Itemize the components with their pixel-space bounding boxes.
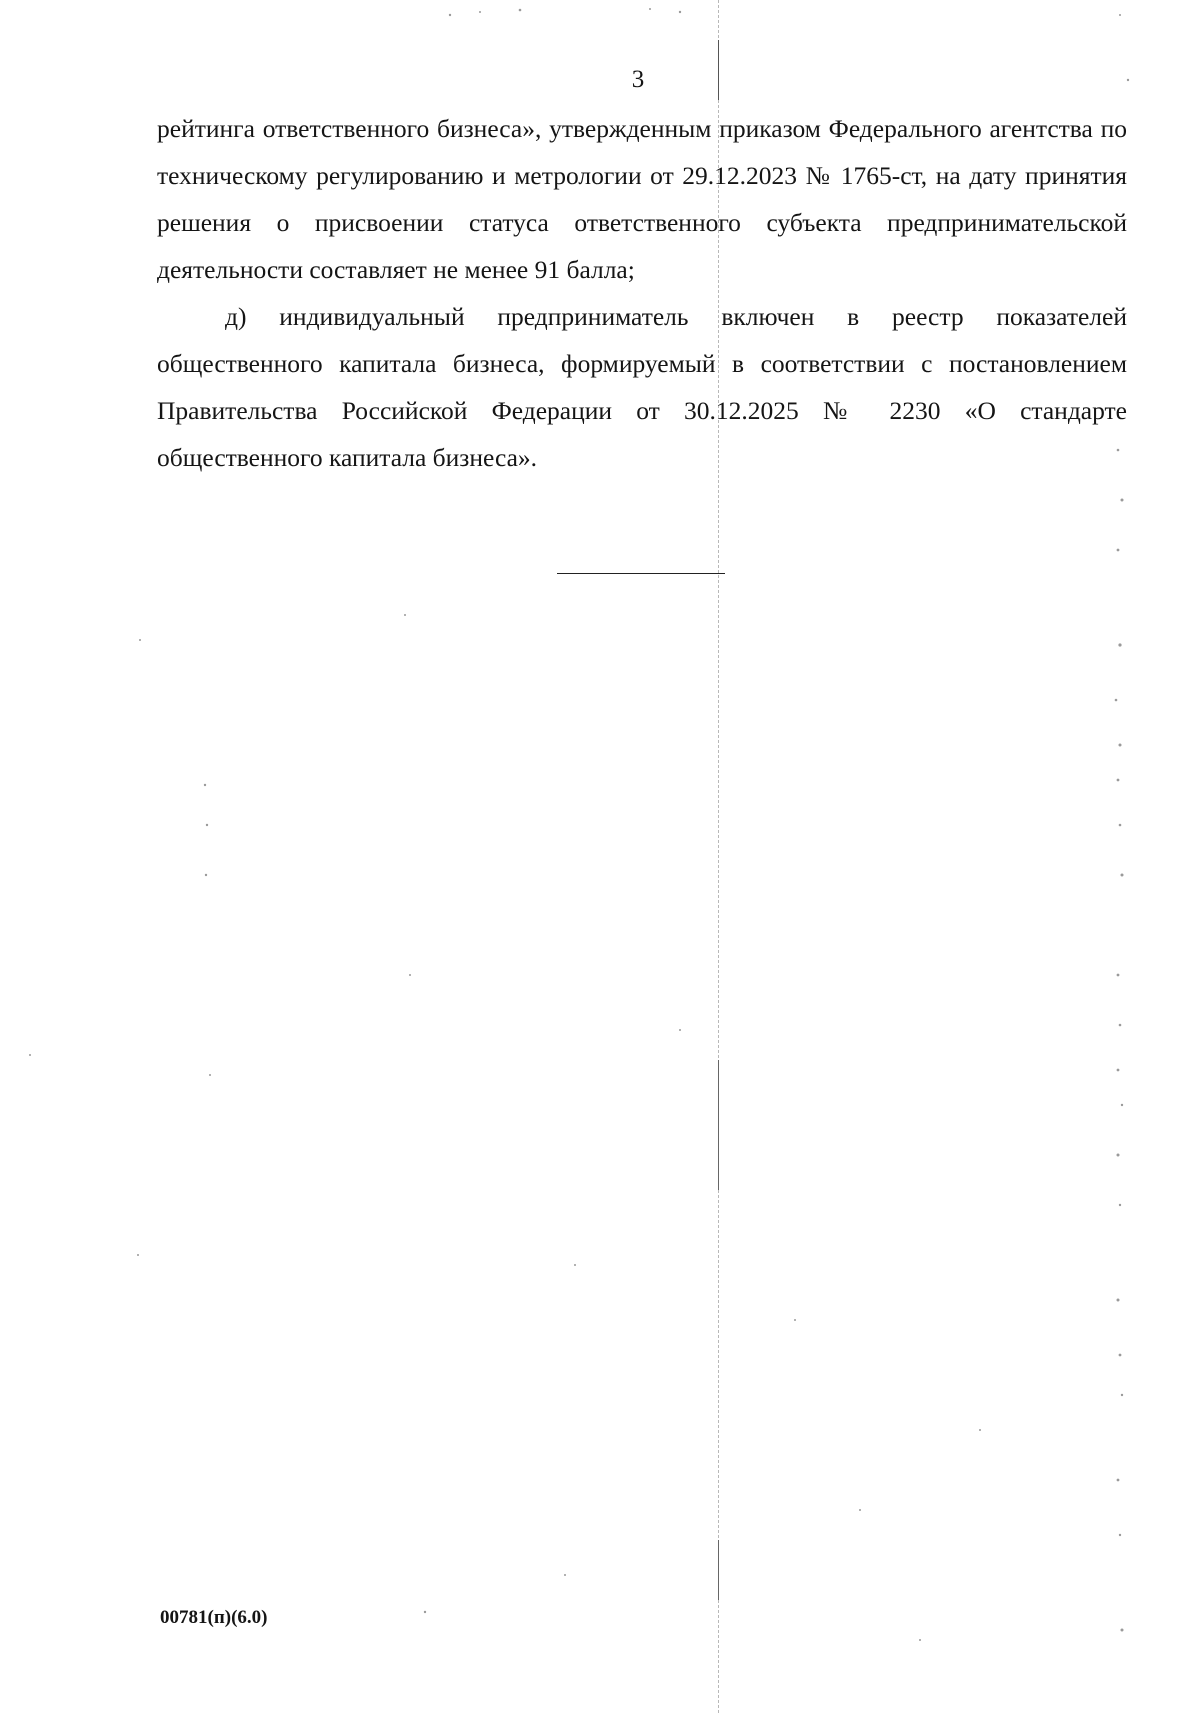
closing-rule [557, 573, 725, 574]
page-number: 3 [631, 66, 645, 93]
paragraph: д) индивидуальный предприниматель включен в реестр показателей общественного капитала бизнеса, формируемый в соответствии с постановлением Правительства Российской Федерации от 30.12.2025 № 2230 «О стандарте общественного капитала бизнеса». [157, 302, 1127, 472]
paragraph: рейтинга ответственного бизнеса», утвержденным приказом Федерального агентства по техническому регулированию и метрологии от 29.12.2023 № 1765-ст, на дату принятия решения о присвоении статуса ответственного субъекта предпринимательской деятельности составляет не менее 91 балла; [157, 114, 1127, 284]
document-body [157, 105, 1127, 481]
form-code: 00781(п)(6.0) [160, 1607, 268, 1628]
